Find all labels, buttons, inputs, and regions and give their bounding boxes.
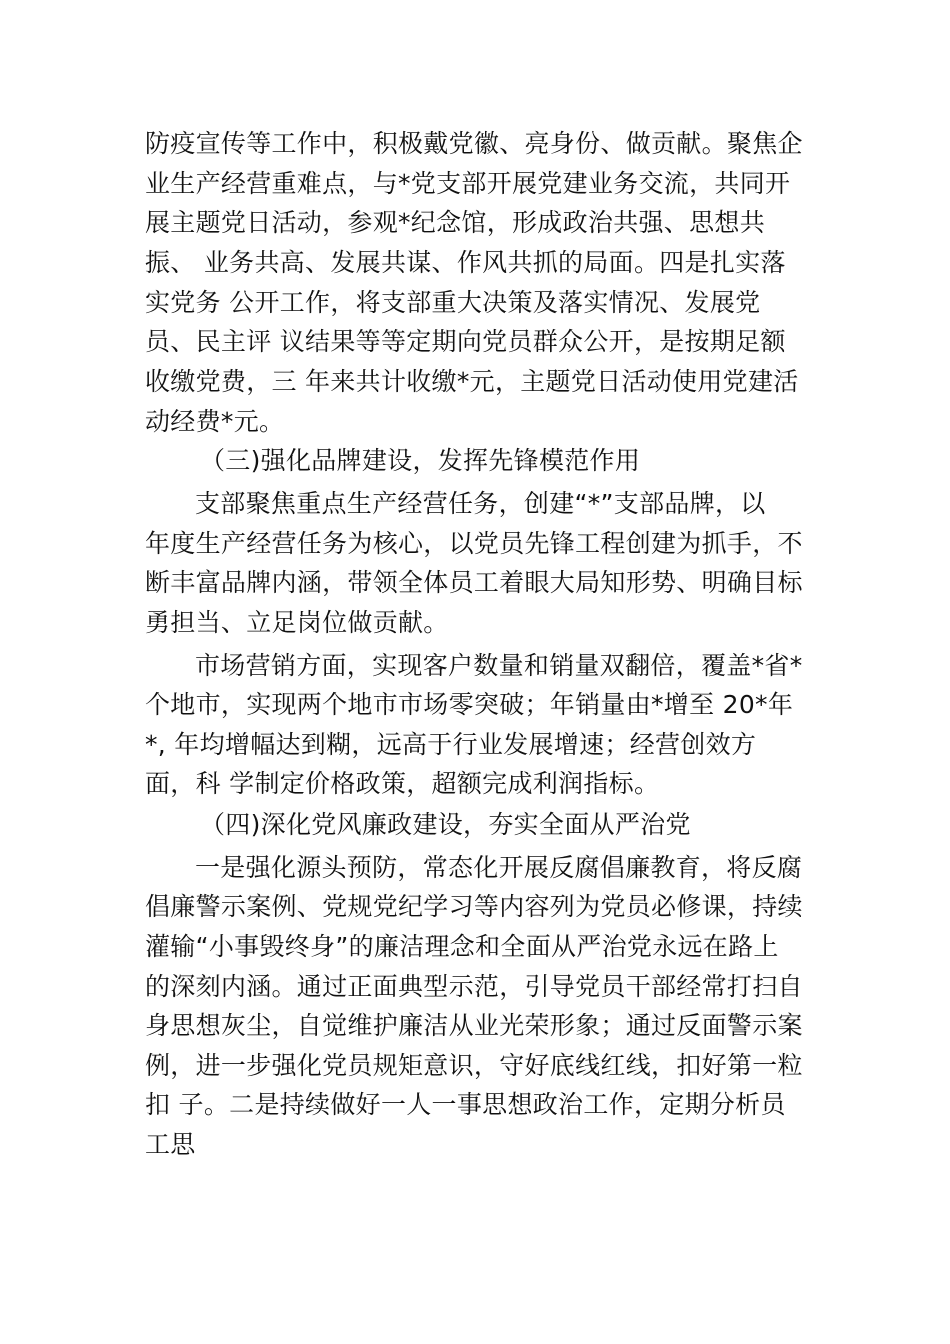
body-text-line: 个地市，实现两个地市市场零突破；年销量由*增至 20*年 xyxy=(145,690,794,719)
body-text-line: 展主题党日活动，参观*纪念馆，形成政治共强、思想共 xyxy=(145,208,766,237)
body-text-line: 的深刻内涵。通过正面典型示范，引导党员干部经常打扫自 xyxy=(145,972,803,1001)
body-text-line: 实党务 公开工作，将支部重大决策及落实情况、发展党 xyxy=(145,288,761,317)
body-text-line: 动经费*元。 xyxy=(145,407,285,436)
body-text-line: 收缴党费，三 年来共计收缴*元，主题党日活动使用党建活 xyxy=(145,367,799,396)
body-text-line: 防疫宣传等工作中，积极戴党徽、亮身份、做贡献。聚焦企 xyxy=(145,129,803,158)
body-text-line: 工思 xyxy=(145,1130,196,1159)
body-text-line: 断丰富品牌内涵，带领全体员工着眼大局知形势、明确目标 xyxy=(145,568,803,597)
body-text-line: 扣 子。二是持续做好一人一事思想政治工作，定期分析员 xyxy=(145,1090,786,1119)
body-text-line: 倡廉警示案例、党规党纪学习等内容列为党员必修课，持续 xyxy=(145,892,803,921)
body-text-line: *, 年均增幅达到糊，远高于行业发展增速；经营创效方 xyxy=(145,730,757,759)
paragraph-first-line: 市场营销方面，实现客户数量和销量双翻倍，覆盖*省* xyxy=(195,651,803,680)
body-text-line: 例，进一步强化党员规矩意识，守好底线红线，扣好第一粒 xyxy=(145,1051,803,1080)
paragraph-first-line: 支部聚焦重点生产经营任务，创建“*”支部品牌，以 xyxy=(195,489,766,518)
body-text-line: 灌输“小事毁终身”的廉洁理念和全面从严治党永远在路上 xyxy=(145,932,779,961)
section-heading: （四)深化党风廉政建设，夯实全面从严治党 xyxy=(200,810,691,839)
body-text-line: 年度生产经营任务为核心，以党员先锋工程创建为抓手，不 xyxy=(145,529,803,558)
section-heading: （三)强化品牌建设，发挥先锋模范作用 xyxy=(200,446,641,475)
body-text-line: 业生产经营重难点，与*党支部开展党建业务交流，共同开 xyxy=(145,169,791,198)
body-text-line: 面，科 学制定价格政策，超额完成利润指标。 xyxy=(145,769,660,798)
paragraph-first-line: 一是强化源头预防，常态化开展反腐倡廉教育，将反腐 xyxy=(195,853,803,882)
body-text-line: 身思想灰尘，自觉维护廉洁从业光荣形象；通过反面警示案 xyxy=(145,1011,803,1040)
body-text-line: 振、 业务共高、发展共谋、作风共抓的局面。四是扎实落 xyxy=(145,248,786,277)
body-text-line: 勇担当、立足岗位做贡献。 xyxy=(145,608,449,637)
body-text-line: 员、民主评 议结果等等定期向党员群众公开，是按期足额 xyxy=(145,327,786,356)
